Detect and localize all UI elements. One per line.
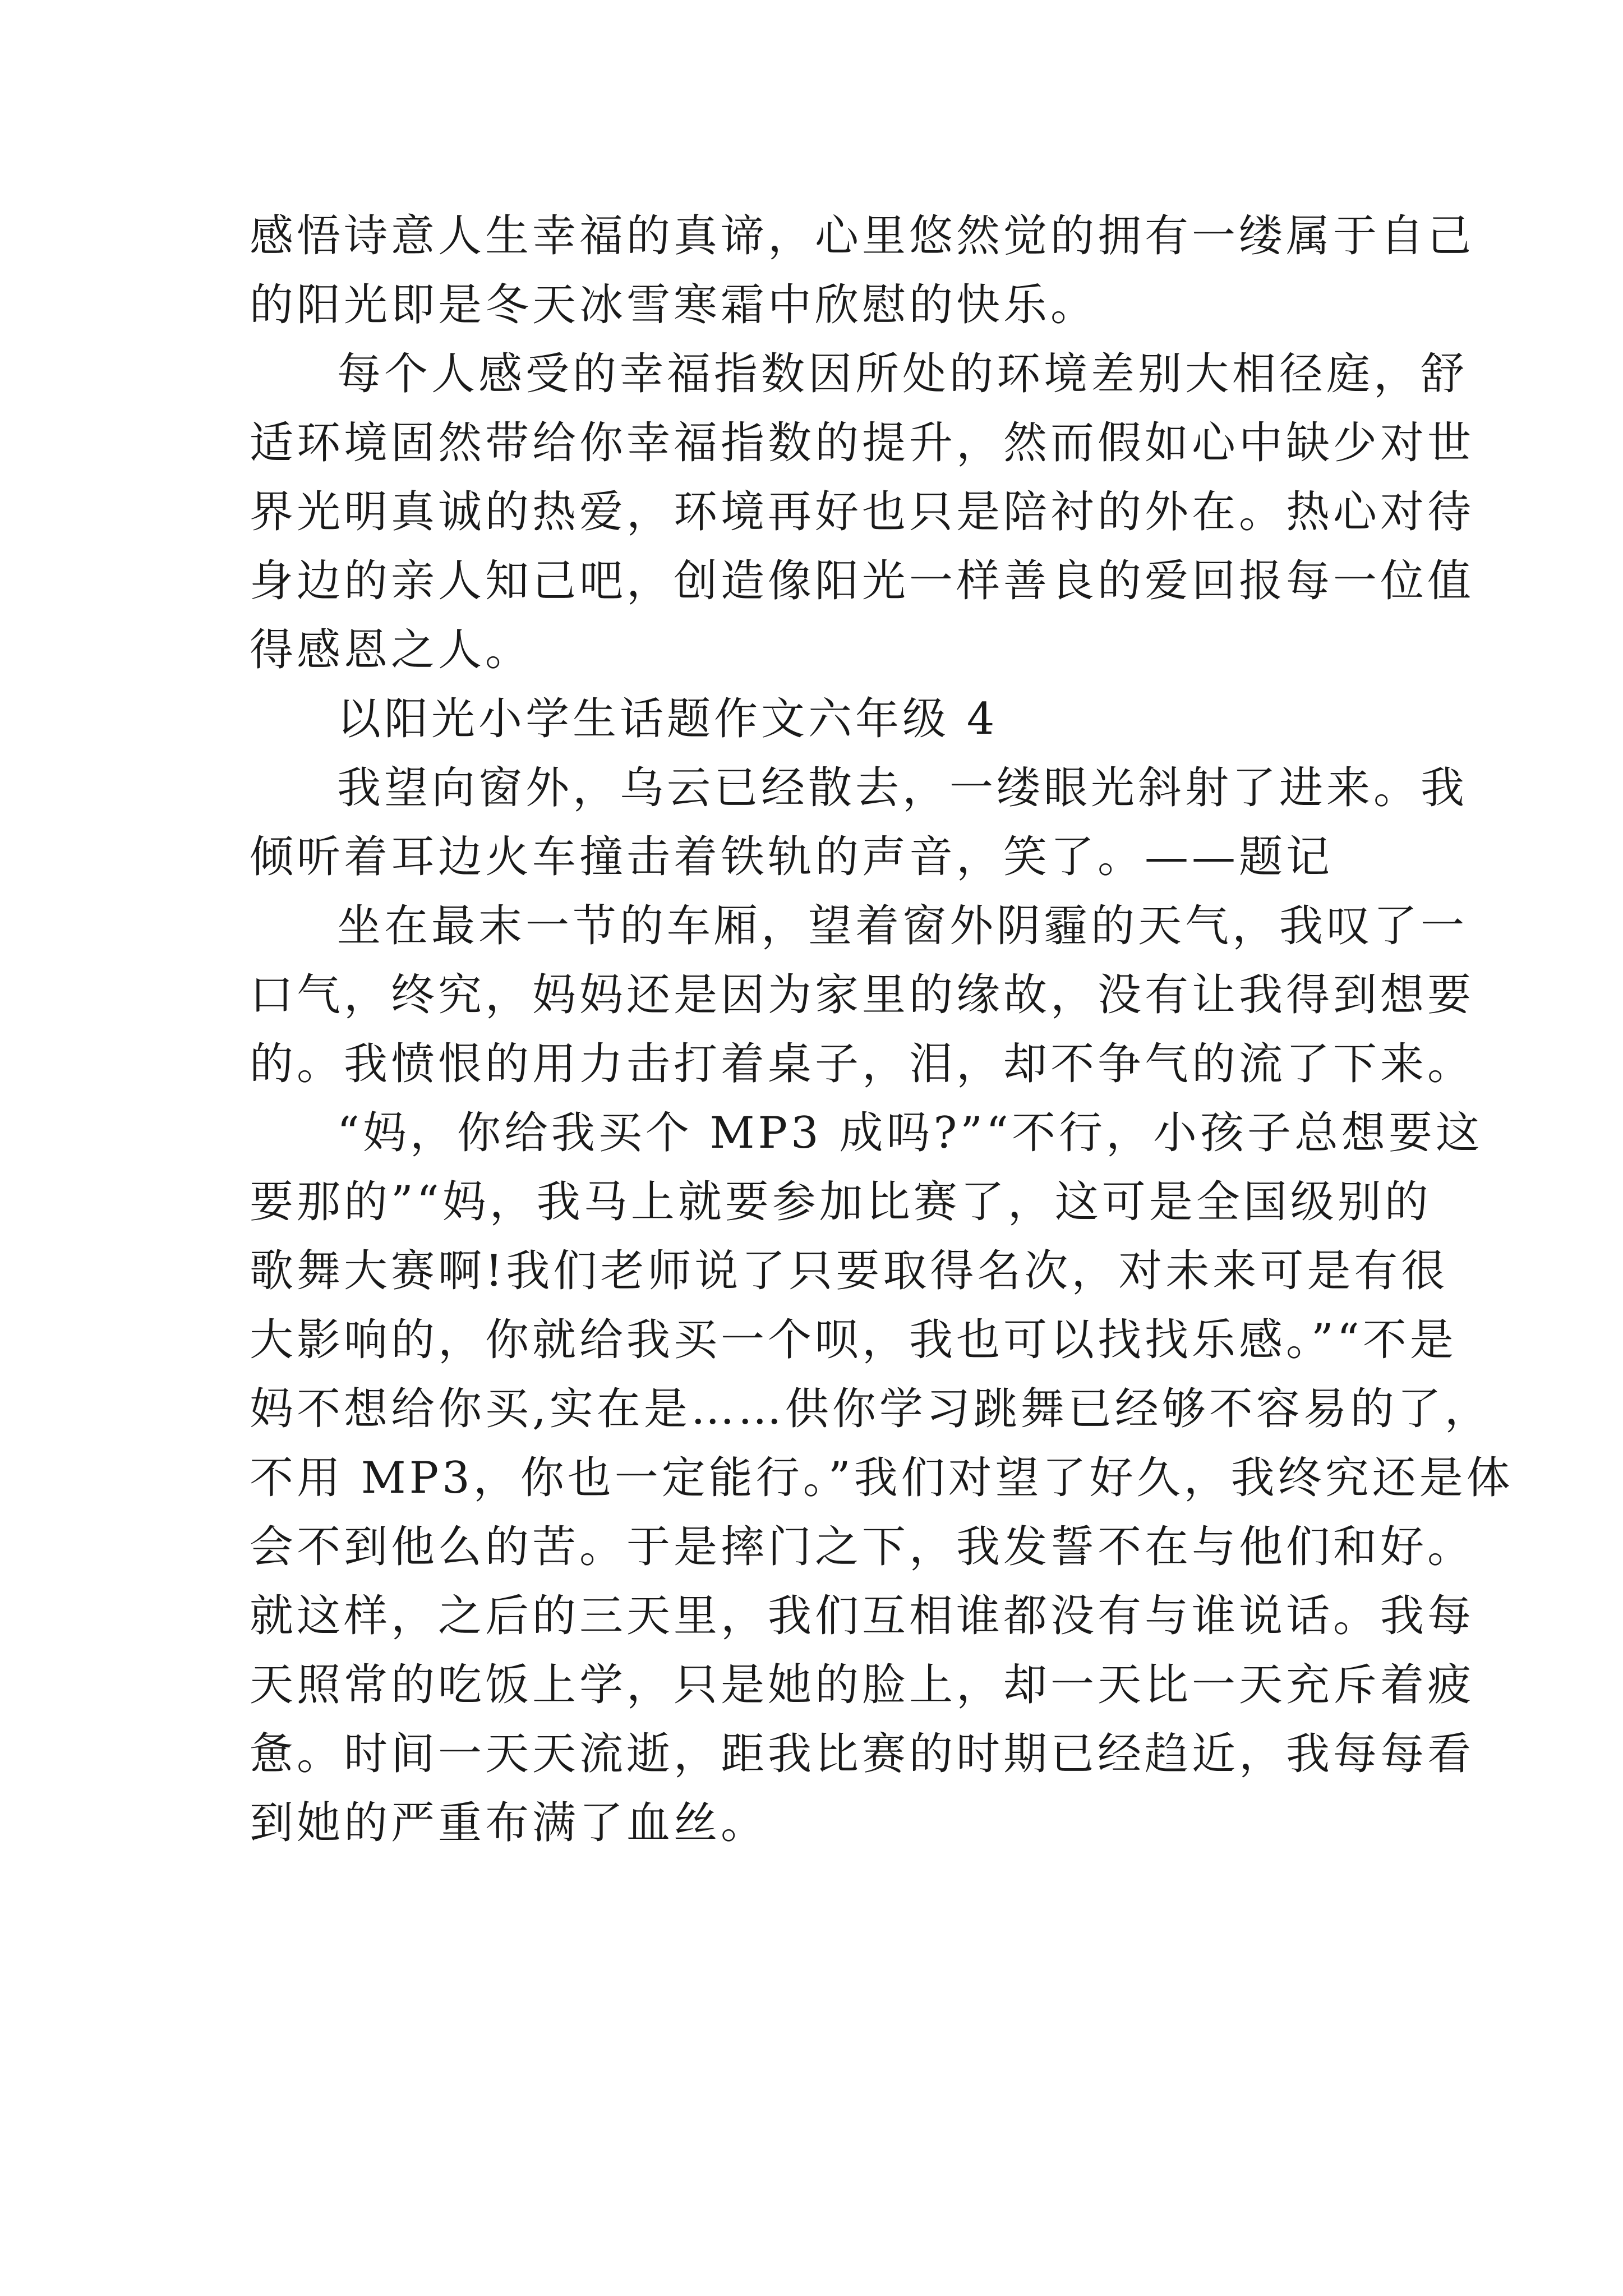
text-line: 不用 MP3，你也一定能行。”我们对望了好久，我终究还是体 — [250, 1453, 1514, 1503]
essay-body — [250, 202, 1514, 1858]
text-line: 界光明真诚的热爱，环境再好也只是陪衬的外在。热心对待 — [250, 487, 1475, 537]
text-line: 口气，终究，妈妈还是因为家里的缘故，没有让我得到想要 — [250, 970, 1475, 1020]
text-line: 每个人感受的幸福指数因所处的环境差别大相径庭，舒 — [337, 349, 1468, 399]
text-line: 的阳光即是冬天冰雪寒霜中欣慰的快乐。 — [250, 280, 1098, 330]
text-line: 天照常的吃饭上学，只是她的脸上，却一天比一天充斥着疲 — [250, 1660, 1475, 1710]
text-line: 以阳光小学生话题作文六年级 4 — [337, 694, 998, 744]
text-line: 到她的严重布满了血丝。 — [250, 1798, 768, 1848]
text-line: 要那的”“妈，我马上就要参加比赛了，这可是全国级别的 — [250, 1177, 1432, 1227]
text-line: 身边的亲人知己吧，创造像阳光一样善良的爱回报每一位值 — [250, 556, 1475, 606]
text-line: 适环境固然带给你幸福指数的提升，然而假如心中缺少对世 — [250, 418, 1475, 468]
text-line: 倾听着耳边火车撞击着铁轨的声音，笑了。——题记 — [250, 832, 1334, 882]
text-line: 惫。时间一天天流逝，距我比赛的时期已经趋近，我每每看 — [250, 1729, 1475, 1779]
text-line: 坐在最末一节的车厢，望着窗外阴霾的天气，我叹了一 — [337, 901, 1468, 951]
text-line: 的。我愤恨的用力击打着桌子，泪，却不争气的流了下来。 — [250, 1039, 1475, 1089]
text-line: 得感恩之人。 — [250, 625, 533, 675]
text-line: “妈，你给我买个 MP3 成吗?”“不行，小孩子总想要这 — [337, 1108, 1483, 1158]
text-line: 妈不想给你买,实在是……供你学习跳舞已经够不容易的了， — [250, 1384, 1492, 1434]
text-line: 大影响的，你就给我买一个呗，我也可以找找乐感。”“不是 — [250, 1315, 1457, 1365]
text-line: 我望向窗外，乌云已经散去，一缕眼光斜射了进来。我 — [337, 763, 1468, 813]
text-line: 会不到他么的苦。于是摔门之下，我发誓不在与他们和好。 — [250, 1522, 1475, 1572]
text-line: 就这样，之后的三天里，我们互相谁都没有与谁说话。我每 — [250, 1591, 1475, 1641]
text-line: 感悟诗意人生幸福的真谛，心里悠然觉的拥有一缕属于自己 — [250, 211, 1475, 261]
text-line: 歌舞大赛啊!我们老师说了只要取得名次，对未来可是有很 — [250, 1246, 1449, 1296]
